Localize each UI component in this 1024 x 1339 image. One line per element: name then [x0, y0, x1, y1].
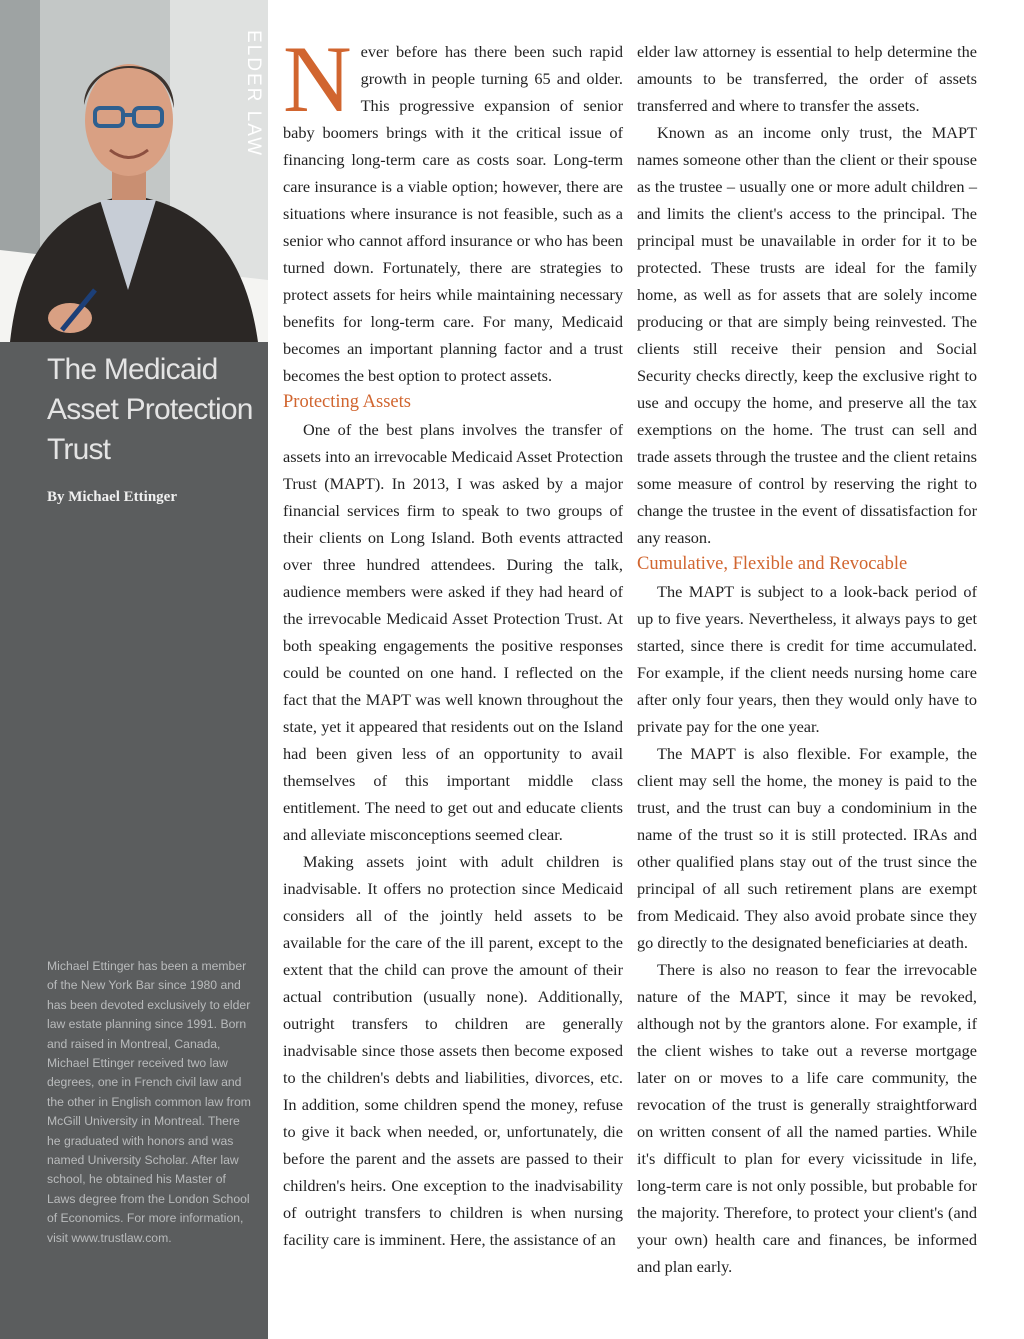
section-heading-protecting-assets: Protecting Assets [283, 392, 411, 412]
article-column-right [637, 38, 977, 1280]
section-label: ELDER LAW [243, 30, 264, 158]
article-column-left [283, 26, 624, 1253]
body-paragraph: There is also no reason to fear the irrevocable nature of the MAPT, since it may be revoked, although not by the grantors alone. For example, if the client wishes to take out a reverse mortgage later on or moves to a life care community, the revocation of the trust is generally straightforward on written consent of all the named parties. While it's difficult to plan for every vicissitude in life, long-term care is not only possible, but probable for the majority. Therefore, to protect your client's (and your own) health care and finances, be informed and plan early. [637, 960, 977, 1276]
author-byline: By Michael Ettinger [47, 489, 177, 505]
body-paragraph: The MAPT is also flexible. For example, the client may sell the home, the money is paid to the trust, and the trust can buy a condominium in the name of the trust so it is still protected. IRAs and other qualified plans stay out of the trust since the principal of all such retirement plans are exempt from Medicaid. They also avoid probate since they go directly to the designated beneficiaries at death. [637, 744, 977, 952]
author-photo-illustration [0, 0, 268, 342]
sidebar [0, 0, 268, 1339]
body-paragraph: The MAPT is subject to a look-back period of up to five years. Nevertheless, it always pays to get started, since there is credit for time accumulated. For example, if the client needs nursing home care after only four years, then they would only have to private pay for the one year. [637, 582, 977, 736]
author-photo [0, 0, 268, 342]
article-title: The Medicaid Asset Protection Trust [47, 353, 253, 466]
section-heading-cumulative: Cumulative, Flexible and Revocable [637, 554, 908, 574]
body-paragraph-continued: elder law attorney is essential to help determine the amounts to be transferred, the order of assets transferred and where to transfer the assets. [637, 42, 977, 115]
intro-paragraph [283, 26, 623, 389]
body-paragraph: Making assets joint with adult children is inadvisable. It offers no protection since Medicaid considers all of the jointly held assets to be available for the care of the ill parent, except to the extent that the child can prove the amount of their actual contribution (usually none). Additionally, outright transfers to children are generally inadvisable since those assets then become exposed to the children's debts and liabilities, divorces, etc. In addition, some children spend the money, refuse to give it back when needed, or, unfortunately, die before the parent and the assets are passed to their children's heirs. One exception to the inadvisability of outright transfers to children is when nursing facility care is imminent. Here, the assistance of an [283, 852, 623, 1249]
body-paragraph: Known as an income only trust, the MAPT names someone other than the client or their spouse as the trustee – usually one or more adult children – and limits the client's access to the principal. The principal must be unavailable in order for it to be protected. These trusts are ideal for the family home, as well as for assets that are solely income producing or that are simply being reinvested. The clients still receive their pension and Social Security checks directly, keep the exclusive right to use and occupy the home, and preserve all the tax exemptions on the home. The trust can sell and trade assets through the trustee and the client retains some measure of control by reserving the right to change the trustee in the event of dissatisfaction for any reason. [637, 123, 977, 547]
author-bio: Michael Ettinger has been a member of the New York Bar since 1980 and has been devoted exclusively to elder law estate planning since 1991. Born and raised in Montreal, Canada, Michael Ettinger received two law degrees, one in French civil law and the other in English common law from McGill University in Montreal. There he graduated with honors and was named University Scholar. After law school, he obtained his Master of Laws degree from the London School of Economics. For more information, visit www.trustlaw.com. [47, 959, 251, 1245]
drop-cap: N [283, 26, 352, 132]
intro-text: ever before has there been such rapid growth in people turning 65 and older. This progressive expansion of senior baby boomers brings with it the critical issue of financing long-term care as costs soar. Long-term care insurance is a viable option; however, there are situations where insurance is not feasible, such as a senior who cannot afford insurance or who has been turned down. Fortunately, there are strategies to protect assets for heirs while maintaining necessary benefits for long-term care. For many, Medicaid becomes an important planning factor and a trust becomes the best option to protect assets. [283, 42, 623, 385]
body-paragraph: One of the best plans involves the transfer of assets into an irrevocable Medicaid Asset Protection Trust (MAPT). In 2013, I was asked by a major financial services firm to speak to two groups of their clients on Long Island. Both events attracted over three hundred attendees. During the talk, audience members were asked if they had heard of the irrevocable Medicaid Asset Protection Trust. At both speaking engagements the positive responses could be counted on one hand. I reflected on the fact that the MAPT was well known throughout the state, yet it appeared that residents out on the Island had been given less of an opportunity to avail themselves of this important middle class entitlement. The need to get out and educate clients and alleviate misconceptions seemed clear. [283, 420, 624, 844]
